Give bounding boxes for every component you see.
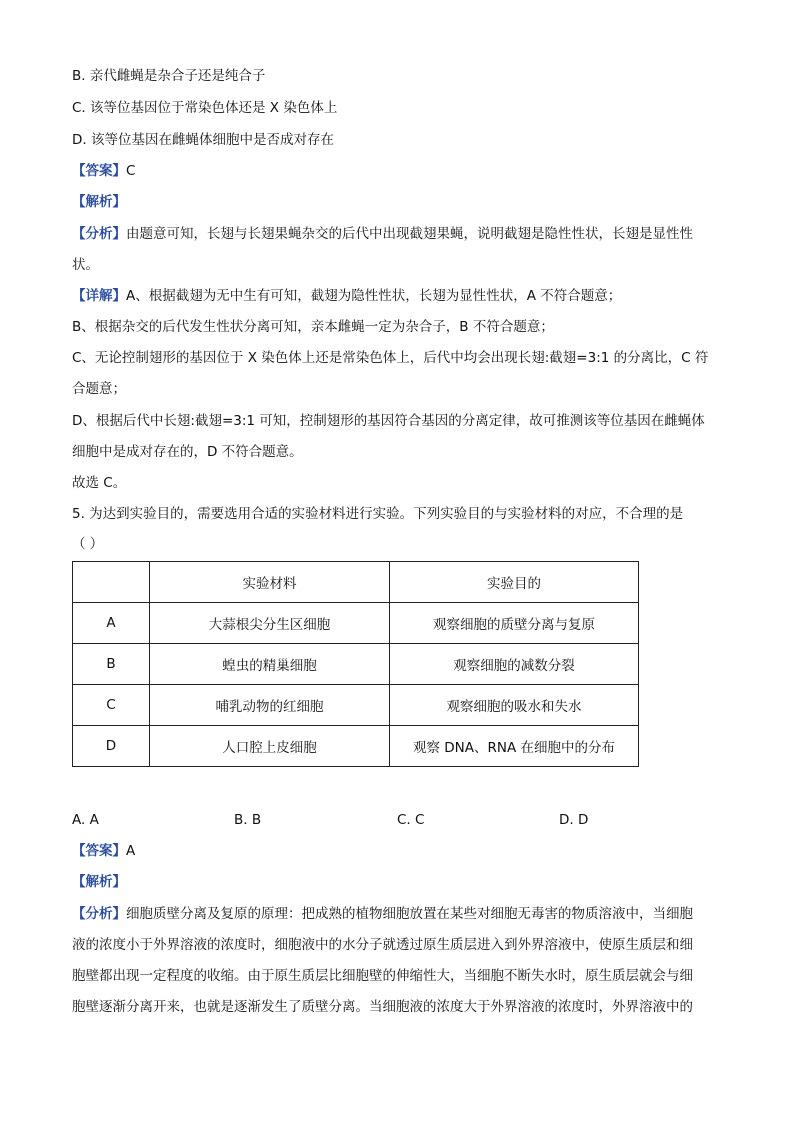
table-cell: 人口腔上皮细胞 — [150, 726, 390, 767]
fenxi-prev-line1 — [72, 224, 693, 244]
table-row — [73, 603, 639, 644]
table-row — [73, 726, 639, 767]
experiment-table — [72, 561, 639, 767]
table-cell: A — [73, 603, 150, 644]
option-a: A. A — [72, 812, 99, 828]
fenxi-q5-line1 — [72, 904, 693, 924]
fenxi-prev-line2: 状。 — [72, 257, 99, 273]
question5-stem-line2: （ ） — [72, 536, 104, 552]
table-header-cell: 实验目的 — [390, 562, 639, 603]
detail-c-line1: C、无论控制翅形的基因位于 X 染色体上还是常染色体上，后代中均会出现长翅:截翅=3:1 的分离比，C 符 — [72, 350, 709, 366]
table-cell: 观察细胞的吸水和失水 — [390, 685, 639, 726]
fenxi-q5-line3: 胞壁都出现一定程度的收缩。由于原生质层比细胞壁的伸缩性大，当细胞不断失水时，原生质层就会与细 — [72, 968, 693, 984]
option-b-prev: B. 亲代雌蝇是杂合子还是纯合子 — [72, 68, 266, 84]
answer-tag: 【答案】 — [72, 163, 126, 179]
fenxi-text: 由题意可知，长翅与长翅果蝇杂交的后代中出现截翅果蝇，说明截翅是隐性性状，长翅是显性性 — [126, 226, 693, 242]
option-c: C. C — [397, 812, 425, 828]
question5-stem-line1: 5. 为达到实验目的，需要选用合适的实验材料进行实验。下列实验目的与实验材料的对应，不合理的是 — [72, 506, 684, 522]
table-cell: 观察细胞的质壁分离与复原 — [390, 603, 639, 644]
detail-b-line: B、根据杂交的后代发生性状分离可知，亲本雌蝇一定为杂合子，B 不符合题意； — [72, 319, 554, 335]
option-d-prev: D. 该等位基因在雌蝇体细胞中是否成对存在 — [72, 132, 334, 148]
answer-line-prev — [72, 161, 135, 181]
fenxi-text: 细胞质壁分离及复原的原理：把成熟的植物细胞放置在某些对细胞无毒害的物质溶液中，当细胞 — [126, 906, 693, 922]
answer-tag: 【答案】 — [72, 843, 126, 859]
detail-d-line2: 细胞中是成对存在的，D 不符合题意。 — [72, 444, 303, 460]
analysis-tag-q5: 【解析】 — [72, 874, 126, 890]
detail-tag: 【详解】 — [72, 288, 126, 304]
table-cell: 哺乳动物的红细胞 — [150, 685, 390, 726]
fenxi-q5-line4: 胞壁逐渐分离开来，也就是逐渐发生了质壁分离。当细胞液的浓度大于外界溶液的浓度时，外界溶液中的 — [72, 999, 693, 1015]
table-cell: 大蒜根尖分生区细胞 — [150, 603, 390, 644]
answer-line-q5 — [72, 841, 135, 861]
option-c-prev: C. 该等位基因位于常染色体还是 X 染色体上 — [72, 100, 338, 116]
table-cell: B — [73, 644, 150, 685]
table-header-cell: 实验材料 — [150, 562, 390, 603]
option-b: B. B — [234, 812, 262, 828]
table-header-cell — [73, 562, 150, 603]
detail-a-line — [72, 286, 621, 306]
table-row — [73, 644, 639, 685]
table-cell: 观察 DNA、RNA 在细胞中的分布 — [390, 726, 639, 767]
table-cell: 观察细胞的减数分裂 — [390, 644, 639, 685]
detail-c-line2: 合题意； — [72, 381, 126, 397]
fenxi-tag: 【分析】 — [72, 226, 126, 242]
table-cell: 蝗虫的精巢细胞 — [150, 644, 390, 685]
fenxi-q5-line2: 液的浓度小于外界溶液的浓度时，细胞液中的水分子就透过原生质层进入到外界溶液中，使原生质层和细 — [72, 937, 693, 953]
table-cell: D — [73, 726, 150, 767]
fenxi-tag: 【分析】 — [72, 906, 126, 922]
conclusion-line: 故选 C。 — [72, 475, 127, 491]
table-cell: C — [73, 685, 150, 726]
detail-a-text: A、根据截翅为无中生有可知，截翅为隐性性状，长翅为显性性状，A 不符合题意； — [126, 288, 622, 304]
table-header-row — [73, 562, 639, 603]
option-d: D. D — [559, 812, 589, 828]
analysis-tag-prev: 【解析】 — [72, 194, 126, 210]
detail-d-line1: D、根据后代中长翅:截翅=3:1 可知，控制翅形的基因符合基因的分离定律，故可推测该等位基因在雌蝇体 — [72, 413, 705, 429]
answer-value: A — [126, 843, 136, 859]
table-row — [73, 685, 639, 726]
answer-value: C — [126, 163, 136, 179]
